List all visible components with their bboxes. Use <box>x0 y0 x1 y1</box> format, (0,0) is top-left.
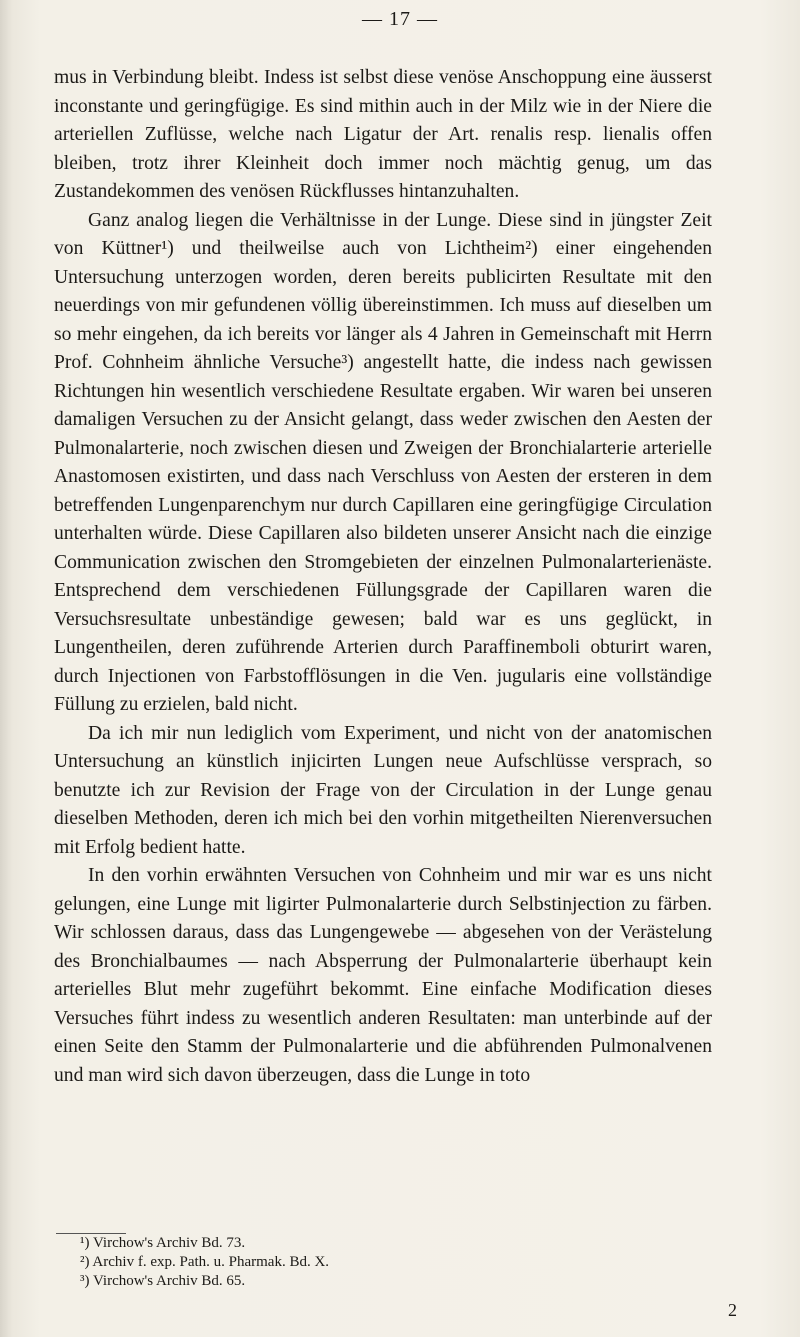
paragraph-4: In den vorhin erwähnten Versuchen von Cohnheim und mir war es uns nicht gelungen, eine Lunge mit ligirter Pulmonalarterie durch Selbstinjection zu färben. Wir schlossen daraus, dass das Lungengewebe — abgesehen von der Verästelung des Bronchialbaumes — nach Absperrung der Pulmonalarterie überhaupt kein arterielles Blut mehr zugeführt bekommt. Eine einfache Modification dieses Versuches führt indess zu wesentlich anderen Resultaten: man unterbinde auf der einen Seite den Stamm der Pulmonalarterie und die abführenden Pulmonalvenen und man wird sich davon überzeugen, dass die Lunge in toto <box>54 865 712 1086</box>
footnote-3: ³) Virchow's Archiv Bd. 65. <box>80 1273 246 1289</box>
footnote-2: ²) Archiv f. exp. Path. u. Pharmak. Bd. X. <box>80 1254 330 1270</box>
paragraph-2: Ganz analog liegen die Verhältnisse in der Lunge. Diese sind in jüngster Zeit von Küttner¹) und theilweilse auch von Lichtheim²) einer eingehenden Untersuchung unterzogen worden, deren bereits publicirten Resultate mit den neuerdings von mir gefundenen völlig übereinstimmen. Ich muss auf dieselben um so mehr eingehen, da ich bereits vor länger als 4 Jahren in Gemeinschaft mit Herrn Prof. Cohnheim ähnliche Versuche³) angestellt hatte, die indess nach gewissen Richtungen hin wesentlich verschiedene Resultate ergaben. Wir waren bei unseren damaligen Versuchen zu der Ansicht gelangt, dass weder zwischen den Aesten der Pulmonalarterie, noch zwischen diesen und Zweigen der Bronchialarterie arterielle Anastomosen existirten, und dass nach Verschluss von Aesten der ersteren in dem betreffenden Lungenparenchym nur durch Capillaren eine geringfügige Circulation unterhalten würde. Diese Capillaren also bildeten unserer Ansicht nach die einzige Communication zwischen den Stromgebieten der einzelnen Pulmonalarterienäste. Entsprechend dem verschiedenen Füllungsgrade der Capillaren waren die Versuchsresultate unbeständige gewesen; bald war es uns geglückt, in Lungentheilen, deren zuführende Arterien durch Paraffinemboli obturirt waren, durch Injectionen von Farbstofflösungen in die Ven. jugularis eine vollständige Füllung zu erzielen, bald nicht. <box>54 209 712 715</box>
paragraph-3: Da ich mir nun lediglich vom Experiment, und nicht von der anatomischen Untersuchung an künstlich injicirten Lungen neue Aufschlüsse versprach, so benutzte ich zur Revision der Frage von der Circulation in der Lunge genau dieselben Methoden, deren ich mich bei den vorhin mitgetheilten Nierenversuchen mit Erfolg bedient hatte. <box>54 722 712 858</box>
paragraph-1: mus in Verbindung bleibt. Indess ist selbst diese venöse Anschoppung eine äusserst inconstante und geringfügige. Es sind mithin auch in der Milz wie in der Niere die arteriellen Zuflüsse, welche nach Ligatur der Art. renalis resp. lienalis offen bleiben, trotz ihrer Kleinheit doch immer noch mächtig genug, um das Zustandekommen des venösen Rückflusses hintanzuhalten. <box>54 67 712 202</box>
footnote-1: ¹) Virchow's Archiv Bd. 73. <box>80 1235 246 1251</box>
body-text <box>54 64 712 1090</box>
page-number-header: — 17 — <box>362 8 438 30</box>
footnotes <box>80 1234 680 1291</box>
sheet-signature: 2 <box>728 1300 737 1320</box>
